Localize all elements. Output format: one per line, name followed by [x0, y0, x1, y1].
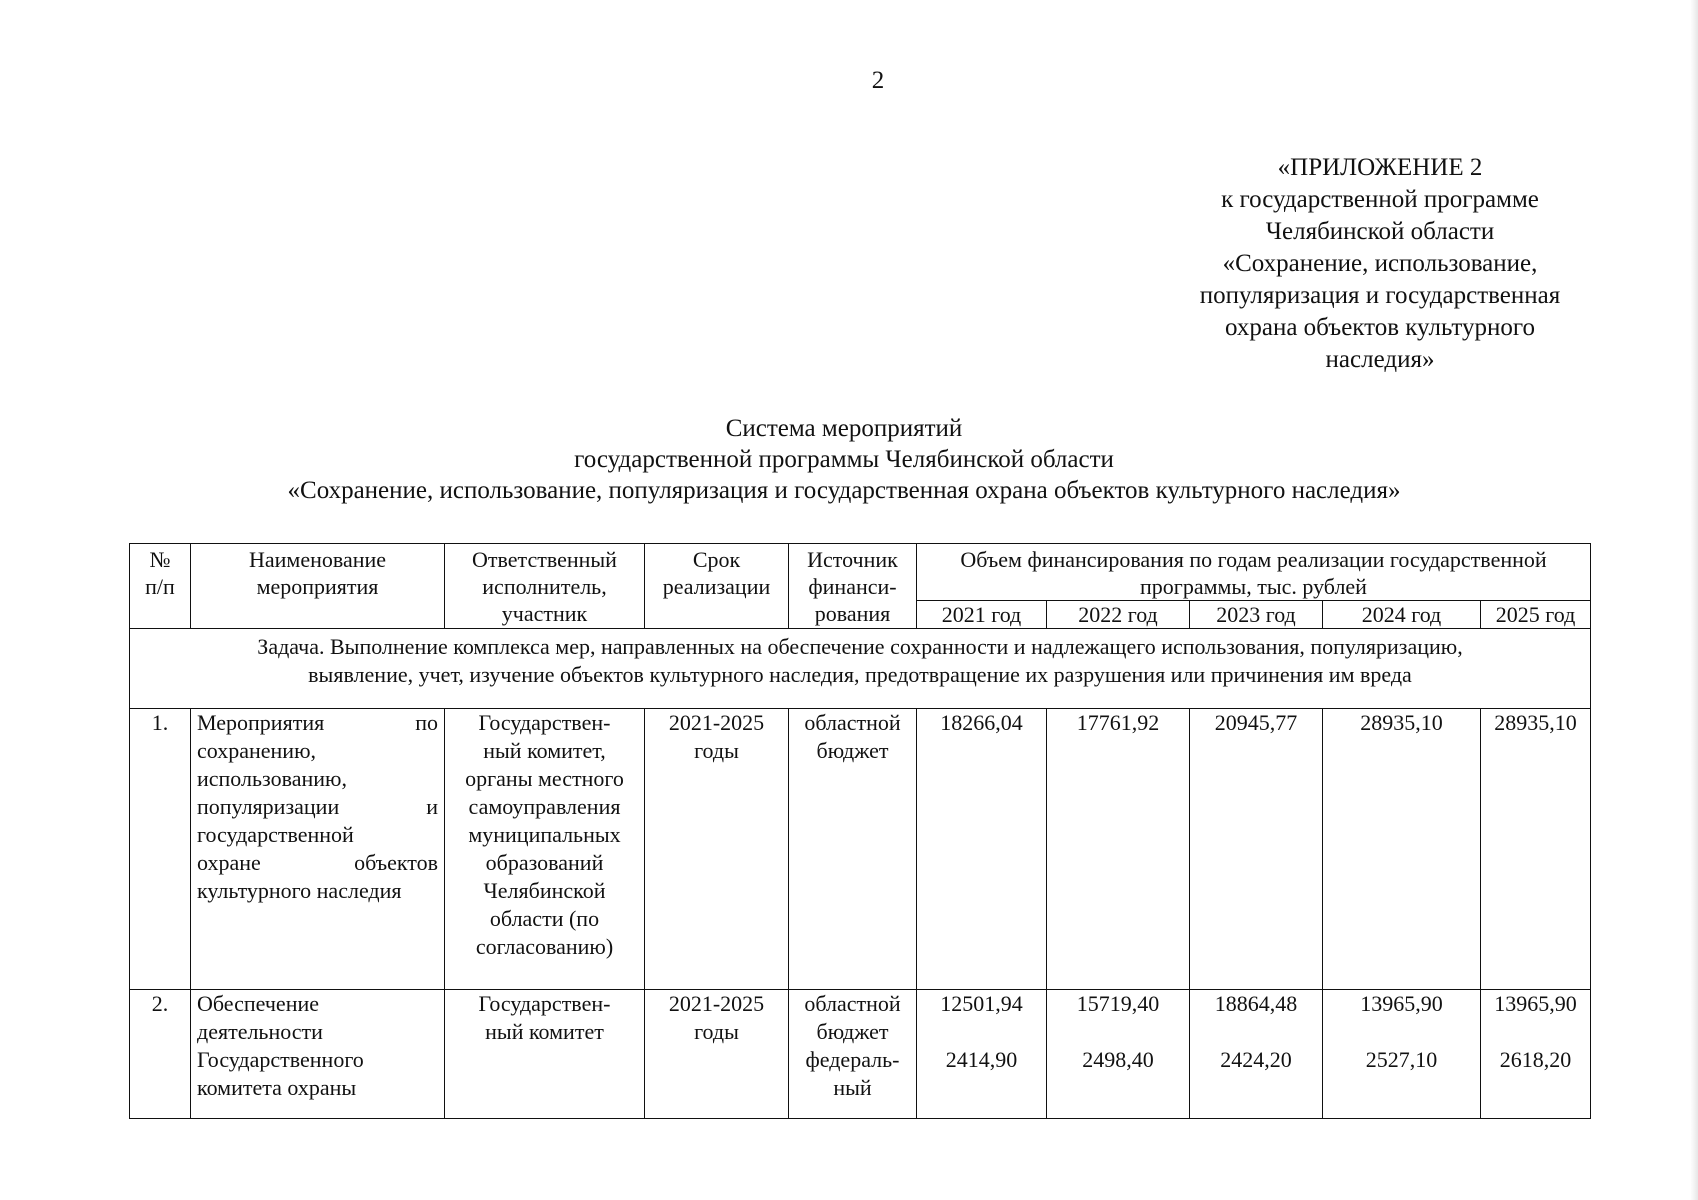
header-funding	[917, 544, 1591, 601]
funding-value: 28935,10	[1360, 710, 1443, 735]
executor-line: органы местного	[465, 766, 624, 791]
source-line: бюджет	[816, 738, 889, 763]
name-word: и	[426, 794, 438, 819]
header-text: участник	[501, 601, 588, 626]
funding-value: 2498,40	[1082, 1047, 1154, 1072]
row-value-2021	[917, 709, 1047, 990]
value-gap	[1329, 1018, 1474, 1046]
header-text: исполнитель,	[482, 574, 607, 599]
row-num: 1.	[130, 709, 191, 990]
header-year: 2025 год	[1481, 601, 1591, 629]
row-source	[789, 990, 917, 1119]
title-line: «Сохранение, использование, популяризация и государственная охрана объектов культурного наследия»	[287, 477, 1401, 504]
executor-line: Государствен-	[478, 710, 611, 735]
row-name	[191, 990, 445, 1119]
name-word: охране	[197, 850, 261, 875]
row-value-2024	[1323, 709, 1481, 990]
funding-value: 13965,90	[1360, 991, 1443, 1016]
appendix-line: к государственной программе	[1221, 186, 1539, 213]
executor-line: самоуправления	[468, 794, 621, 819]
header-name	[191, 544, 445, 629]
header-text: Наименование	[248, 547, 387, 572]
name-line: сохранению,	[197, 738, 317, 763]
header-text: рования	[814, 601, 891, 626]
name-line: Государственного	[197, 1047, 364, 1072]
header-year: 2024 год	[1323, 601, 1481, 629]
header-year: 2022 год	[1047, 601, 1190, 629]
header-row	[130, 544, 1591, 601]
row-value-2022	[1047, 709, 1190, 990]
header-text: реализации	[662, 574, 771, 599]
row-value-2024	[1323, 990, 1481, 1119]
appendix-line: Челябинской области	[1265, 218, 1495, 245]
executor-line: ный комитет,	[483, 738, 606, 763]
row-num: 2.	[130, 990, 191, 1119]
executor-line: согласованию)	[475, 934, 614, 959]
source-line: ный	[833, 1075, 872, 1100]
executor-line: муниципальных	[468, 822, 621, 847]
funding-value: 12501,94	[940, 991, 1023, 1016]
term-line: 2021-2025	[668, 710, 765, 735]
source-line: областной	[804, 991, 901, 1016]
funding-value: 13965,90	[1494, 991, 1577, 1016]
term-line: годы	[694, 1019, 739, 1044]
header-executor	[445, 544, 645, 629]
header-text: мероприятия	[256, 574, 379, 599]
measures-table	[129, 543, 1591, 1119]
header-text: Срок	[692, 547, 741, 572]
name-word: объектов	[354, 850, 438, 875]
funding-value: 20945,77	[1214, 710, 1298, 735]
executor-line: Челябинской	[483, 878, 606, 903]
funding-value: 15719,40	[1076, 991, 1160, 1016]
row-source	[789, 709, 917, 990]
appendix-line: охрана объектов культурного	[1224, 314, 1535, 341]
funding-value: 18864,48	[1214, 991, 1298, 1016]
name-line: комитета охраны	[197, 1075, 357, 1100]
row-value-2023	[1190, 990, 1323, 1119]
name-word: популяризации	[197, 794, 340, 819]
executor-line: области (по	[489, 906, 600, 931]
header-source	[789, 544, 917, 629]
appendix-line: популяризация и государственная	[1199, 282, 1561, 309]
funding-value: 2527,10	[1365, 1047, 1438, 1072]
name-line: использованию,	[197, 766, 347, 791]
row-value-2022	[1047, 990, 1190, 1119]
row-executor	[445, 709, 645, 990]
row-value-2021	[917, 990, 1047, 1119]
task-description	[130, 629, 1591, 709]
header-text: Ответственный	[472, 547, 617, 572]
document-title	[0, 413, 1688, 506]
task-line: Задача. Выполнение комплекса мер, направленных на обеспечение сохранности и надлежащего использования, популяризацию,	[257, 634, 1463, 659]
title-line: Система мероприятий	[725, 415, 963, 442]
name-word: Мероприятия	[197, 710, 325, 735]
scan-edge-shadow	[1690, 0, 1698, 1200]
header-text: №	[149, 547, 171, 572]
source-line: бюджет	[816, 1019, 889, 1044]
funding-value: 2414,90	[945, 1047, 1018, 1072]
term-line: годы	[694, 738, 739, 763]
header-year: 2023 год	[1190, 601, 1323, 629]
name-line	[197, 709, 438, 737]
row-name	[191, 709, 445, 990]
header-year: 2021 год	[917, 601, 1047, 629]
value-gap	[1196, 1018, 1316, 1046]
name-line: государственной	[197, 822, 354, 847]
name-line	[197, 849, 438, 877]
funding-value: 2424,20	[1220, 1047, 1292, 1072]
value-gap	[1053, 1018, 1183, 1046]
name-line	[197, 793, 438, 821]
executor-line: образований	[485, 850, 604, 875]
row-term	[645, 990, 789, 1119]
funding-value: 2618,20	[1499, 1047, 1572, 1072]
row-value-2025	[1481, 990, 1591, 1119]
row-value-2025	[1481, 709, 1591, 990]
table-row	[130, 709, 1591, 990]
source-line: федераль-	[805, 1047, 900, 1072]
header-num	[130, 544, 191, 629]
header-text: финанси-	[808, 574, 897, 599]
appendix-line: «Сохранение, использование,	[1222, 250, 1538, 277]
title-line: государственной программы Челябинской области	[574, 446, 1114, 473]
appendix-line: «ПРИЛОЖЕНИЕ 2	[1277, 154, 1483, 181]
value-gap	[923, 1018, 1040, 1046]
header-text: Источник	[807, 547, 898, 572]
funding-value: 17761,92	[1076, 710, 1160, 735]
header-term	[645, 544, 789, 629]
executor-line: Государствен-	[478, 991, 611, 1016]
header-text: программы, тыс. рублей	[1140, 574, 1367, 599]
row-term	[645, 709, 789, 990]
name-line: Обеспечение	[197, 991, 319, 1016]
task-row	[130, 629, 1591, 709]
name-line: деятельности	[197, 1019, 323, 1044]
appendix-line: наследия»	[1325, 346, 1435, 373]
value-gap	[1487, 1018, 1584, 1046]
term-line: 2021-2025	[668, 991, 765, 1016]
task-line: выявление, учет, изучение объектов культурного наследия, предотвращение их разрушения или причинения им вреда	[308, 662, 1412, 687]
source-line: областной	[804, 710, 901, 735]
executor-line: ный комитет	[485, 1019, 604, 1044]
name-line: культурного наследия	[197, 878, 402, 903]
header-text: п/п	[145, 574, 175, 599]
funding-value: 18266,04	[940, 710, 1023, 735]
name-word: по	[415, 710, 438, 735]
appendix-header	[1140, 152, 1620, 376]
header-text: Объем финансирования по годам реализации государственной	[960, 547, 1547, 572]
page-number: 2	[871, 67, 885, 94]
row-executor	[445, 990, 645, 1119]
row-value-2023	[1190, 709, 1323, 990]
funding-value: 28935,10	[1494, 710, 1577, 735]
table-row	[130, 990, 1591, 1119]
